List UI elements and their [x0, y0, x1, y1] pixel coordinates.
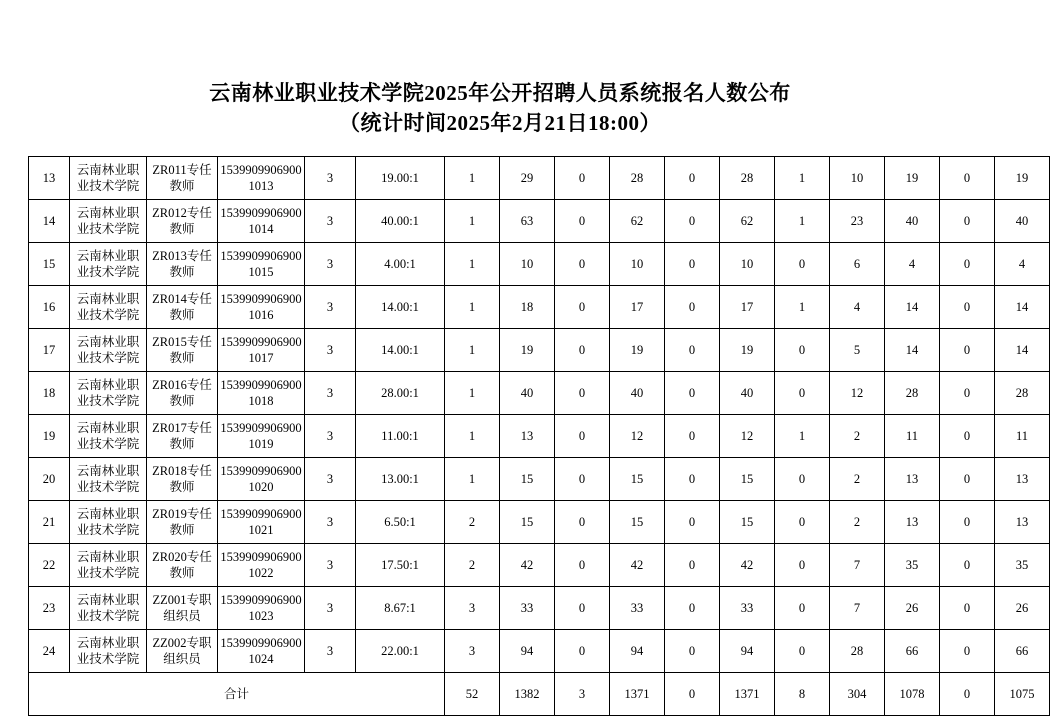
cell-c9: 14 [885, 286, 940, 329]
cell-c10: 0 [940, 157, 995, 200]
cell-c9: 11 [885, 415, 940, 458]
cell-c2: 10 [500, 243, 555, 286]
cell-unit: 云南林业职业技术学院 [70, 286, 147, 329]
cell-c5: 0 [665, 200, 720, 243]
cell-c11: 26 [995, 587, 1050, 630]
cell-post: ZZ001专职组织员 [147, 587, 218, 630]
cell-ratio: 17.50:1 [356, 544, 445, 587]
cell-c8: 7 [830, 544, 885, 587]
title-line-1: 云南林业职业技术学院2025年公开招聘人员系统报名人数公布 [209, 81, 791, 105]
cell-c6: 28 [720, 157, 775, 200]
cell-code: 15399099069001013 [218, 157, 305, 200]
cell-c5: 0 [665, 243, 720, 286]
cell-code: 15399099069001018 [218, 372, 305, 415]
cell-c3: 0 [555, 157, 610, 200]
table-row [29, 243, 1050, 286]
cell-index: 22 [29, 544, 70, 587]
cell-unit: 云南林业职业技术学院 [70, 415, 147, 458]
cell-c9: 13 [885, 458, 940, 501]
cell-c2: 18 [500, 286, 555, 329]
cell-c7: 1 [775, 200, 830, 243]
cell-plan: 3 [305, 630, 356, 673]
cell-c3: 0 [555, 458, 610, 501]
table-row [29, 415, 1050, 458]
cell-c6: 19 [720, 329, 775, 372]
cell-c5: 0 [665, 329, 720, 372]
cell-unit: 云南林业职业技术学院 [70, 200, 147, 243]
cell-c11: 13 [995, 501, 1050, 544]
cell-c9: 4 [885, 243, 940, 286]
cell-c11: 11 [995, 415, 1050, 458]
cell-ratio: 19.00:1 [356, 157, 445, 200]
cell-c5: 0 [665, 587, 720, 630]
cell-ratio: 28.00:1 [356, 372, 445, 415]
cell-c1: 1 [445, 329, 500, 372]
cell-c2: 13 [500, 415, 555, 458]
cell-unit: 云南林业职业技术学院 [70, 372, 147, 415]
cell-post: ZR020专任教师 [147, 544, 218, 587]
cell-ratio: 14.00:1 [356, 286, 445, 329]
cell-c2: 33 [500, 587, 555, 630]
cell-unit: 云南林业职业技术学院 [70, 544, 147, 587]
cell-index: 20 [29, 458, 70, 501]
cell-plan: 3 [305, 587, 356, 630]
cell-total-c6: 1371 [720, 673, 775, 716]
cell-c8: 23 [830, 200, 885, 243]
cell-post: ZR015专任教师 [147, 329, 218, 372]
cell-c9: 19 [885, 157, 940, 200]
cell-c10: 0 [940, 544, 995, 587]
cell-ratio: 13.00:1 [356, 458, 445, 501]
cell-c11: 19 [995, 157, 1050, 200]
cell-plan: 3 [305, 458, 356, 501]
cell-c3: 0 [555, 501, 610, 544]
cell-c4: 15 [610, 501, 665, 544]
cell-plan: 3 [305, 329, 356, 372]
cell-c8: 5 [830, 329, 885, 372]
cell-index: 17 [29, 329, 70, 372]
table-row [29, 501, 1050, 544]
cell-c1: 2 [445, 501, 500, 544]
cell-c2: 40 [500, 372, 555, 415]
cell-c4: 62 [610, 200, 665, 243]
cell-total-c5: 0 [665, 673, 720, 716]
cell-code: 15399099069001022 [218, 544, 305, 587]
cell-c1: 1 [445, 286, 500, 329]
cell-c2: 42 [500, 544, 555, 587]
cell-c5: 0 [665, 458, 720, 501]
cell-c9: 40 [885, 200, 940, 243]
cell-index: 24 [29, 630, 70, 673]
cell-unit: 云南林业职业技术学院 [70, 587, 147, 630]
cell-c10: 0 [940, 329, 995, 372]
cell-c5: 0 [665, 501, 720, 544]
cell-c7: 1 [775, 415, 830, 458]
cell-c6: 17 [720, 286, 775, 329]
cell-c10: 0 [940, 630, 995, 673]
cell-c6: 12 [720, 415, 775, 458]
cell-c7: 0 [775, 501, 830, 544]
cell-c6: 15 [720, 501, 775, 544]
cell-post: ZR016专任教师 [147, 372, 218, 415]
cell-c10: 0 [940, 243, 995, 286]
cell-c7: 0 [775, 458, 830, 501]
cell-c5: 0 [665, 286, 720, 329]
cell-c11: 40 [995, 200, 1050, 243]
cell-c1: 1 [445, 458, 500, 501]
cell-c6: 10 [720, 243, 775, 286]
cell-index: 19 [29, 415, 70, 458]
cell-c10: 0 [940, 501, 995, 544]
cell-c1: 1 [445, 415, 500, 458]
table-row [29, 544, 1050, 587]
cell-index: 13 [29, 157, 70, 200]
cell-c4: 33 [610, 587, 665, 630]
cell-post: ZR014专任教师 [147, 286, 218, 329]
cell-ratio: 22.00:1 [356, 630, 445, 673]
cell-c2: 15 [500, 501, 555, 544]
cell-c9: 35 [885, 544, 940, 587]
cell-c4: 28 [610, 157, 665, 200]
cell-plan: 3 [305, 200, 356, 243]
cell-c6: 94 [720, 630, 775, 673]
cell-c10: 0 [940, 587, 995, 630]
cell-index: 14 [29, 200, 70, 243]
cell-total-c9: 1078 [885, 673, 940, 716]
cell-c1: 1 [445, 157, 500, 200]
cell-c4: 10 [610, 243, 665, 286]
cell-c9: 14 [885, 329, 940, 372]
cell-c8: 28 [830, 630, 885, 673]
cell-c6: 33 [720, 587, 775, 630]
cell-c10: 0 [940, 200, 995, 243]
cell-unit: 云南林业职业技术学院 [70, 458, 147, 501]
cell-ratio: 11.00:1 [356, 415, 445, 458]
cell-ratio: 40.00:1 [356, 200, 445, 243]
cell-post: ZR012专任教师 [147, 200, 218, 243]
cell-c4: 19 [610, 329, 665, 372]
cell-c8: 2 [830, 501, 885, 544]
cell-unit: 云南林业职业技术学院 [70, 329, 147, 372]
cell-c5: 0 [665, 415, 720, 458]
cell-c7: 1 [775, 286, 830, 329]
cell-c4: 40 [610, 372, 665, 415]
cell-code: 15399099069001016 [218, 286, 305, 329]
cell-c6: 42 [720, 544, 775, 587]
cell-c10: 0 [940, 286, 995, 329]
cell-unit: 云南林业职业技术学院 [70, 501, 147, 544]
table-row [29, 458, 1050, 501]
cell-c2: 29 [500, 157, 555, 200]
table-row [29, 630, 1050, 673]
table-row [29, 372, 1050, 415]
cell-c3: 0 [555, 587, 610, 630]
cell-c7: 1 [775, 157, 830, 200]
cell-c5: 0 [665, 372, 720, 415]
cell-code: 15399099069001024 [218, 630, 305, 673]
registration-table-wrap [0, 156, 1035, 716]
cell-c7: 0 [775, 372, 830, 415]
cell-c6: 62 [720, 200, 775, 243]
cell-c8: 4 [830, 286, 885, 329]
registration-table [28, 156, 1050, 716]
cell-c7: 0 [775, 329, 830, 372]
cell-c11: 28 [995, 372, 1050, 415]
cell-post: ZR018专任教师 [147, 458, 218, 501]
cell-index: 23 [29, 587, 70, 630]
cell-ratio: 6.50:1 [356, 501, 445, 544]
cell-index: 15 [29, 243, 70, 286]
table-row [29, 329, 1050, 372]
cell-plan: 3 [305, 372, 356, 415]
cell-c1: 3 [445, 587, 500, 630]
cell-code: 15399099069001014 [218, 200, 305, 243]
cell-plan: 3 [305, 544, 356, 587]
cell-code: 15399099069001020 [218, 458, 305, 501]
cell-c4: 42 [610, 544, 665, 587]
cell-c3: 0 [555, 544, 610, 587]
cell-c6: 40 [720, 372, 775, 415]
cell-c11: 13 [995, 458, 1050, 501]
table-row [29, 587, 1050, 630]
table-total-row [29, 673, 1050, 716]
cell-c3: 0 [555, 329, 610, 372]
cell-c6: 15 [720, 458, 775, 501]
cell-c9: 66 [885, 630, 940, 673]
cell-c10: 0 [940, 372, 995, 415]
cell-post: ZZ002专职组织员 [147, 630, 218, 673]
cell-c11: 66 [995, 630, 1050, 673]
cell-c7: 0 [775, 243, 830, 286]
cell-c9: 26 [885, 587, 940, 630]
cell-c2: 19 [500, 329, 555, 372]
title-line-2: （统计时间2025年2月21日18:00） [339, 111, 661, 135]
cell-c11: 14 [995, 286, 1050, 329]
cell-c11: 35 [995, 544, 1050, 587]
cell-c11: 4 [995, 243, 1050, 286]
cell-c7: 0 [775, 587, 830, 630]
cell-c4: 15 [610, 458, 665, 501]
cell-total-c8: 304 [830, 673, 885, 716]
cell-c1: 3 [445, 630, 500, 673]
cell-post: ZR011专任教师 [147, 157, 218, 200]
cell-plan: 3 [305, 286, 356, 329]
cell-plan: 3 [305, 415, 356, 458]
cell-ratio: 8.67:1 [356, 587, 445, 630]
cell-total-c2: 1382 [500, 673, 555, 716]
cell-c9: 28 [885, 372, 940, 415]
table-row [29, 200, 1050, 243]
cell-c3: 0 [555, 200, 610, 243]
cell-c8: 10 [830, 157, 885, 200]
cell-c2: 94 [500, 630, 555, 673]
cell-c8: 6 [830, 243, 885, 286]
cell-post: ZR019专任教师 [147, 501, 218, 544]
cell-c11: 14 [995, 329, 1050, 372]
cell-total-c7: 8 [775, 673, 830, 716]
cell-total-c1: 52 [445, 673, 500, 716]
cell-c4: 94 [610, 630, 665, 673]
cell-unit: 云南林业职业技术学院 [70, 630, 147, 673]
cell-c3: 0 [555, 372, 610, 415]
cell-unit: 云南林业职业技术学院 [70, 243, 147, 286]
cell-code: 15399099069001017 [218, 329, 305, 372]
cell-c5: 0 [665, 544, 720, 587]
cell-plan: 3 [305, 243, 356, 286]
cell-c7: 0 [775, 630, 830, 673]
cell-code: 15399099069001015 [218, 243, 305, 286]
cell-c8: 12 [830, 372, 885, 415]
cell-c4: 17 [610, 286, 665, 329]
table-row [29, 157, 1050, 200]
cell-post: ZR017专任教师 [147, 415, 218, 458]
cell-c1: 1 [445, 243, 500, 286]
cell-c5: 0 [665, 157, 720, 200]
cell-c2: 15 [500, 458, 555, 501]
cell-code: 15399099069001019 [218, 415, 305, 458]
table-body [29, 157, 1050, 716]
cell-total-label: 合计 [29, 673, 445, 716]
cell-unit: 云南林业职业技术学院 [70, 157, 147, 200]
cell-c1: 1 [445, 372, 500, 415]
cell-code: 15399099069001021 [218, 501, 305, 544]
cell-c4: 12 [610, 415, 665, 458]
cell-plan: 3 [305, 157, 356, 200]
cell-c9: 13 [885, 501, 940, 544]
cell-index: 16 [29, 286, 70, 329]
cell-c3: 0 [555, 630, 610, 673]
cell-c5: 0 [665, 630, 720, 673]
cell-c8: 2 [830, 415, 885, 458]
cell-ratio: 4.00:1 [356, 243, 445, 286]
cell-c3: 0 [555, 243, 610, 286]
cell-code: 15399099069001023 [218, 587, 305, 630]
cell-plan: 3 [305, 501, 356, 544]
cell-index: 18 [29, 372, 70, 415]
cell-total-c11: 1075 [995, 673, 1050, 716]
document-title [0, 0, 1000, 138]
cell-total-c3: 3 [555, 673, 610, 716]
cell-c8: 2 [830, 458, 885, 501]
cell-index: 21 [29, 501, 70, 544]
cell-total-c4: 1371 [610, 673, 665, 716]
cell-total-c10: 0 [940, 673, 995, 716]
cell-c8: 7 [830, 587, 885, 630]
cell-c1: 2 [445, 544, 500, 587]
cell-c10: 0 [940, 458, 995, 501]
cell-c1: 1 [445, 200, 500, 243]
cell-c2: 63 [500, 200, 555, 243]
cell-c3: 0 [555, 286, 610, 329]
table-row [29, 286, 1050, 329]
cell-c10: 0 [940, 415, 995, 458]
cell-c7: 0 [775, 544, 830, 587]
cell-c3: 0 [555, 415, 610, 458]
cell-ratio: 14.00:1 [356, 329, 445, 372]
cell-post: ZR013专任教师 [147, 243, 218, 286]
